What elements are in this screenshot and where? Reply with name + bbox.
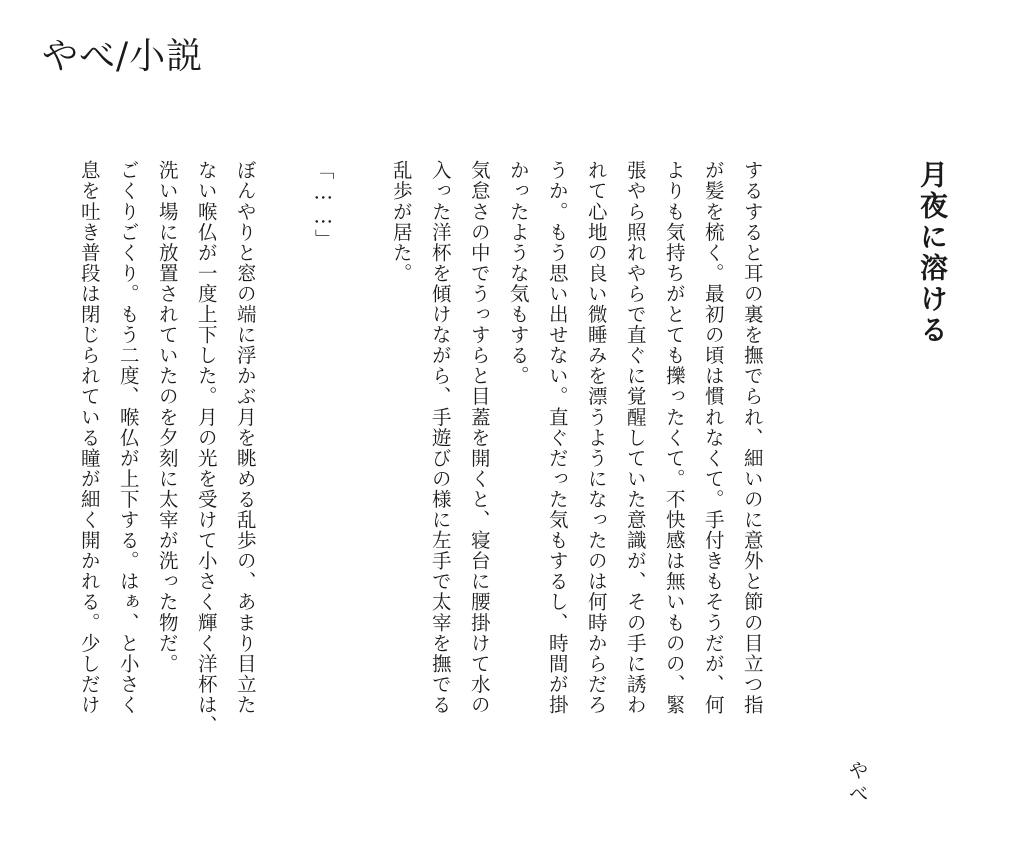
paragraph-line: するすると耳の裏を撫でられ、細いのに意外と節の目立つ指	[740, 160, 764, 715]
paragraph-line: よりも気持ちがとても擽ったくて。不快感は無いものの、緊	[662, 160, 686, 715]
paragraph-line: 張やら照れやらで直ぐに覚醒していた意識が、その手に誘わ	[623, 160, 647, 715]
paragraph-line: ごくりごくり。もう二度、喉仏が上下する。はぁ、と小さく	[116, 160, 140, 715]
paragraph-line: が髪を梳く。最初の頃は慣れなくて。手付きもそうだが、何	[701, 160, 725, 715]
paragraph-line: 乱歩が居た。	[389, 160, 413, 284]
paragraph-line: うか。もう思い出せない。直ぐだった気もするし、時間が掛	[545, 160, 569, 715]
paragraph-line: ぼんやりと窓の端に浮かぶ月を眺める乱歩の、あまり目立た	[233, 160, 257, 715]
site-title-link[interactable]: やべ/小説	[42, 36, 204, 77]
dialogue-line: 「……」	[311, 160, 335, 250]
paragraph-line: れて心地の良い微睡みを漂うようになったのは何時からだろ	[584, 160, 608, 715]
author-name: やべ	[845, 760, 869, 806]
paragraph-line: 入った洋杯を傾けながら、手遊びの様に左手で太宰を撫でる	[428, 160, 452, 715]
novel-title: 月夜に溶ける	[916, 160, 949, 346]
paragraph-line: 洗い場に放置されていたのを夕刻に太宰が洗った物だ。	[155, 160, 179, 674]
paragraph-line: かったような気もする。	[506, 160, 530, 387]
paragraph-line: ない喉仏が一度上下した。月の光を受けて小さく輝く洋杯は、	[194, 160, 218, 736]
paragraph-line: 息を吐き普段は閉じられている瞳が細く開かれる。少しだけ	[77, 160, 101, 715]
paragraph-line: 気怠さの中でうっすらと目蓋を開くと、寝台に腰掛けて水の	[467, 160, 491, 715]
